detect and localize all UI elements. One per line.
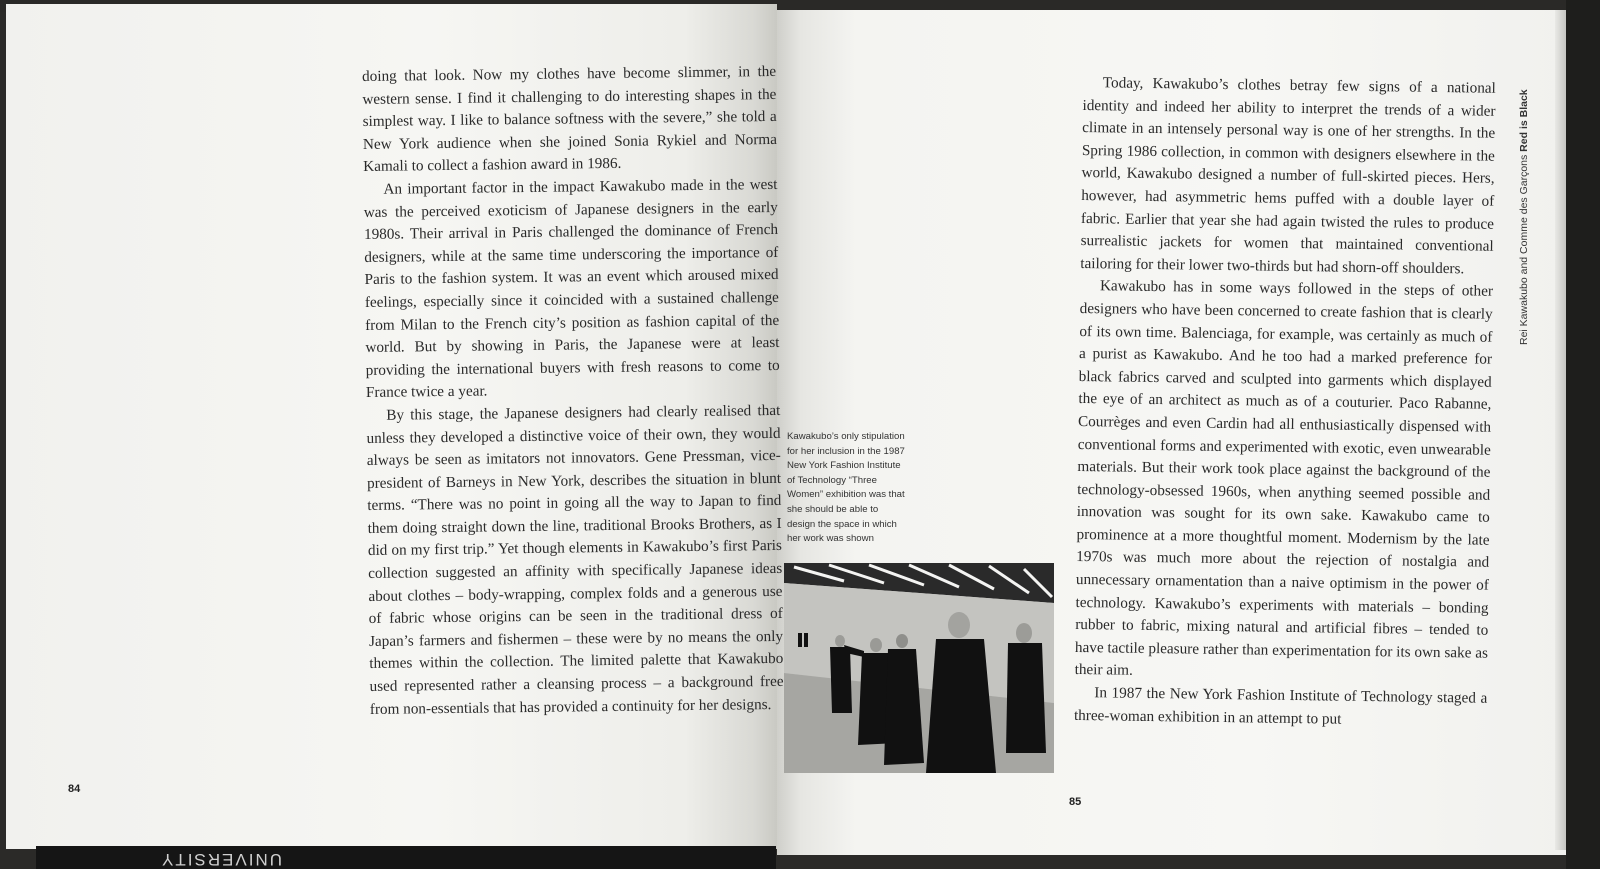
left-paragraph-2: An important factor in the impact Kawakubo made in the west was the perceived exoticism of Japanese designers in the early 1980s. Their arrival in Paris challenged the dominance of French designers, while at the same time underscoring the importance of Paris to the fashion system. It was an event which aroused mixed feelings, especially since it coincided with a sustained challenge from Milan to the French city’s position as fashion capital of the world. But by showing in Paris, the Japanese were at least providing the international buyers with fresh reasons to come to France twice a year. [363, 175, 780, 402]
page-number-left: 84 [68, 783, 81, 795]
left-paragraph-1: doing that look. Now my clothes have become slimmer, in the western sense. I find it challenging to do interesting shapes in the simplest way. I like to balance softness with the severe,” she told a New York audience when she joined Sonia Rykiel and Norma Kamali to collect a fashion award in 1986. [362, 62, 778, 176]
right-paragraph-1: Today, Kawakubo’s clothes betray few signs of a national identity and indeed her ability to interpret the trends of a wider climate in an intensely personal way is one of her strengths. In the Spring 1986 collection, in common with designers elsewhere in the world, Kawakubo designed a number of full-skirted pieces. Hers, however, had asymmetric hems puffed with a double layer of fabric. Earlier that year she had again twisted the rules to produce surrealistic jackets for women that maintained conventional tailoring for their lower two-thirds but had shorn-off shoulders. [1080, 74, 1496, 278]
right-background [1566, 0, 1600, 869]
exhibition-photo-drawing [784, 563, 1054, 773]
running-head [1518, 89, 1530, 345]
caption-line: she should be able to [787, 503, 879, 515]
caption-line: Women” exhibition was that [787, 489, 905, 501]
left-paragraph-3: By this stage, the Japanese designers had clearly realised that unless they developed a distinctive voice of their own, they would always be seen as imitators not innovators. Gene Pressman, vice-president of Barneys in New York, describes the situation in blunt terms. “There was no point in going all the way to Japan to find them doing straight down the line, traditional Brooks Brothers, as I did on my first trip.” Yet though elements in Kawakubo’s first Paris collection suggested an affinity with specifically Japanese ideas about clothes – body-wrapping, complex folds and a generous use of fabric whose origins can be seen in the traditional dress of Japan’s farmers and fishermen – these were by no means the only themes within the collection. The limited palette that Kawakubo used represented rather a cleansing process – a background free from non-essentials that has provided a continuity for her designs. [366, 401, 784, 718]
caption-line: design the space in which [787, 518, 897, 530]
right-paragraph-3: In 1987 the New York Fashion Institute of Technology staged a three-woman exhibition in an attempt to put [1073, 684, 1488, 728]
bottom-strip [36, 846, 776, 869]
mirrored-bleed-text: UNIVERSITY [160, 850, 283, 869]
caption-line: New York Fashion Institute [787, 460, 901, 472]
running-head-title: Red is Black [1518, 89, 1530, 152]
right-paragraph-2: Kawakubo has in some ways followed in the steps of other designers who have been concerned to create fashion that is clearly of its own time. Balenciaga, for example, was certainly as much of a purist as Kawakubo. And he too had a marked preference for black fabrics carved and sculpted into garments which displayed the eye of an architect as much as of a couturier. Paco Rabanne, Courrèges and even Cardin had all enthusiastically dispensed with conventional forms and experimented with exotic, even unwearable materials. But their work took place against the background of the technology-obsessed 1960s, when anything seemed possible and innovation was sought for its own sake. Kawakubo came to prominence at a more thoughtful moment. Modernism by the late 1970s was much more about the rejection of nostalgia and unnecessary ornamentation than a naive optimism in the power of technology. Kawakubo’s experiments with materials – bonding rubber to fabric, mixing natural and artificial fibres – tended to have tactile pleasure rather than experimentation for its own sake as their aim. [1074, 277, 1494, 680]
photo-caption [787, 430, 917, 547]
caption-line: Kawakubo’s only stipulation [787, 431, 905, 442]
running-head-prefix: Rei Kawakubo and Comme des Garçons [1518, 151, 1530, 345]
page-number-right: 85 [1069, 796, 1082, 808]
caption-line: for her inclusion in the 1987 [787, 445, 905, 457]
caption-line: her work was shown [787, 533, 874, 545]
left-body-text [362, 61, 784, 721]
right-body-text [1074, 72, 1496, 733]
exhibition-photo [784, 563, 1054, 773]
caption-line: of Technology “Three [787, 474, 877, 486]
